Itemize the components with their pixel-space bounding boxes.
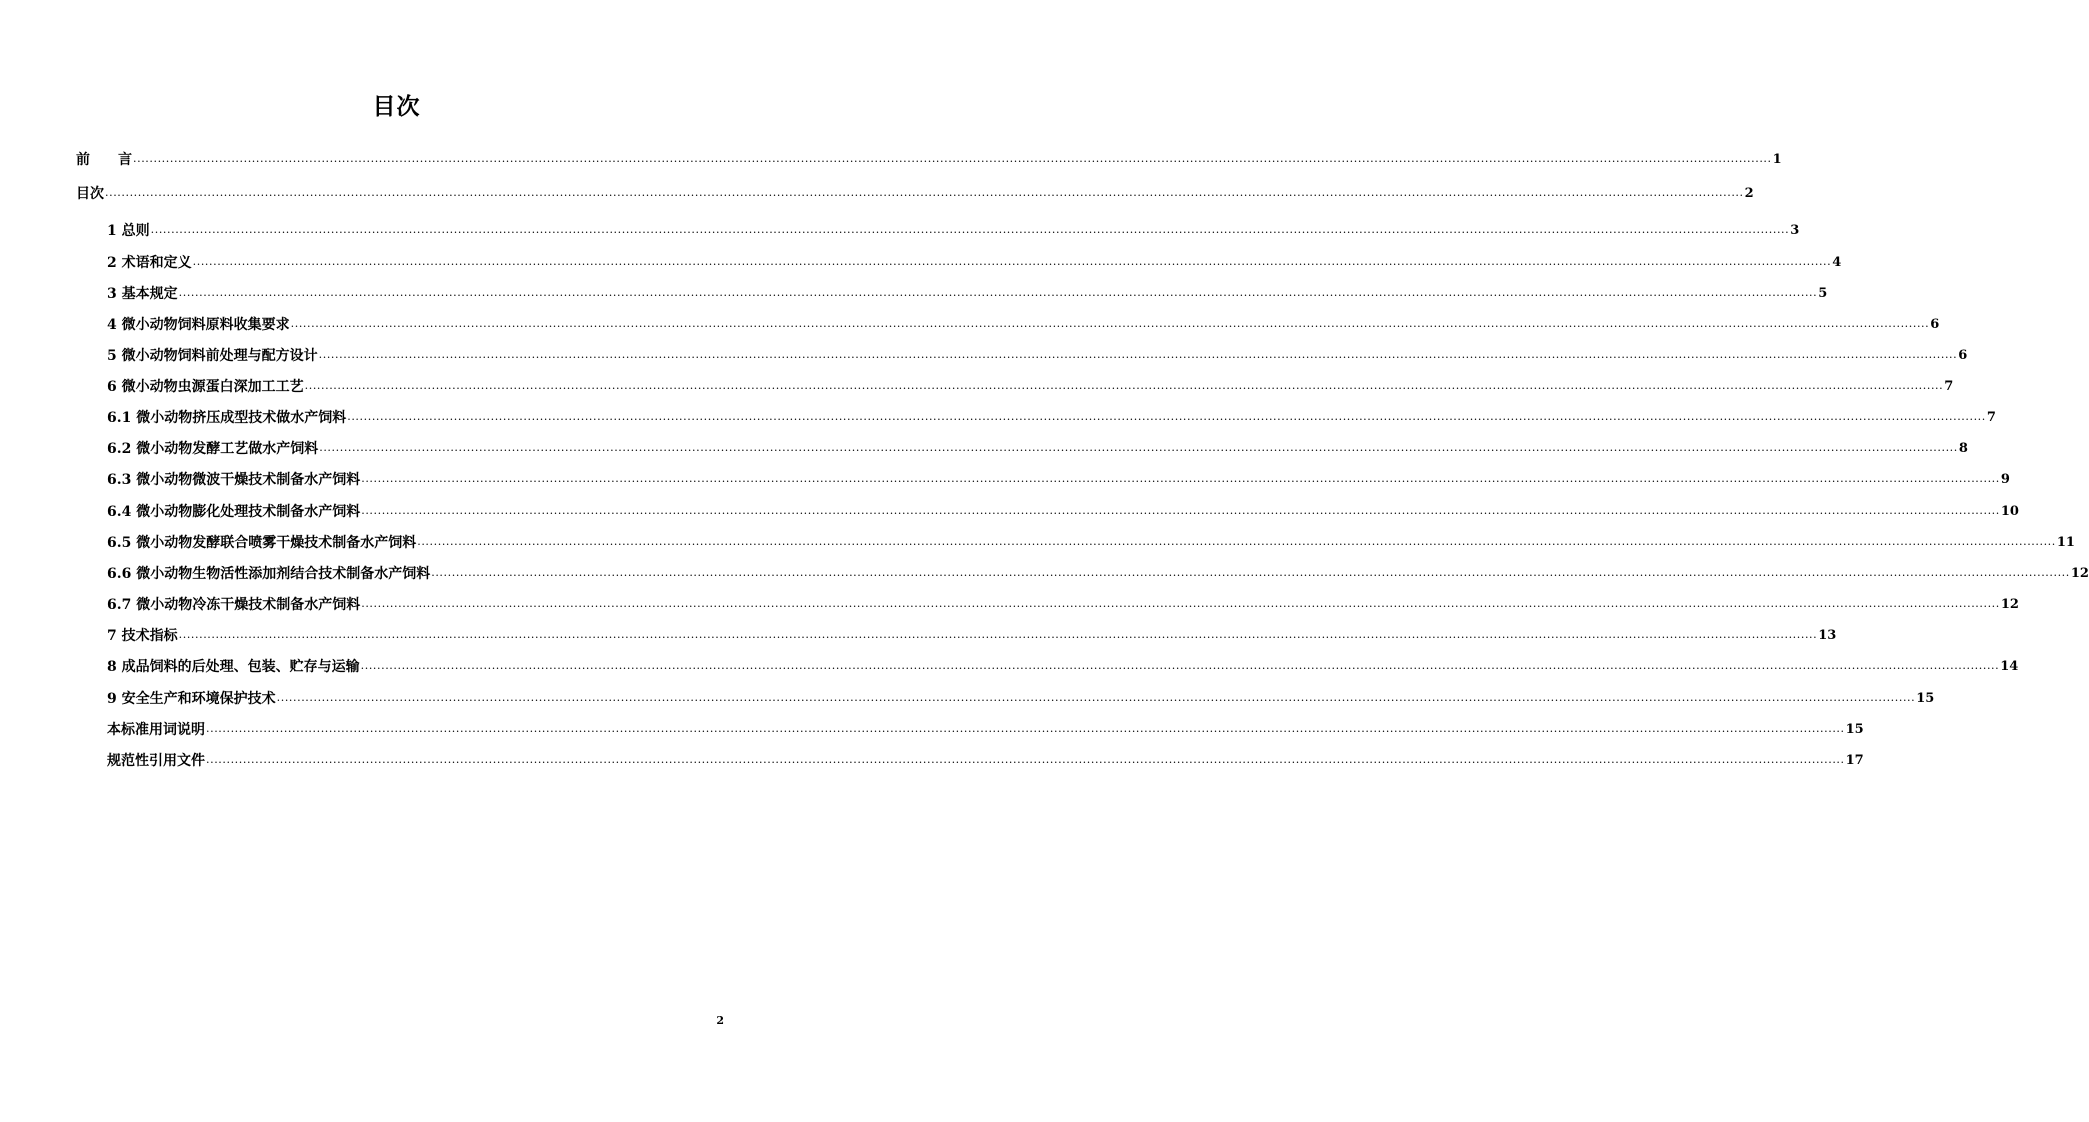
toc-entry[interactable] [107, 626, 1837, 646]
toc-entry-page: 13 [1818, 628, 1837, 643]
toc-entry-label: 6 微小动物虫源蛋白深加工工艺 [107, 379, 304, 395]
toc-entry-label: 目次 [76, 186, 104, 202]
toc-entry[interactable] [107, 720, 1864, 740]
toc-entry-page: 6 [1930, 317, 1940, 332]
toc-entry-page: 3 [1790, 223, 1800, 238]
toc-entry[interactable] [107, 377, 1954, 397]
toc-entry-label: 9 安全生产和环境保护技术 [107, 691, 276, 707]
toc-dot-leader: ................................................................................................................................................................................................................................................................................................................................................................................................................ [431, 566, 2070, 579]
toc-entry-page: 17 [1845, 753, 1864, 768]
toc-entry-page: 15 [1916, 691, 1935, 706]
toc-entry-label: 6.3 微小动物微波干燥技术制备水产饲料 [107, 472, 361, 488]
toc-dot-leader: ................................................................................................................................................................................................................................................................................................................................................................................................................ [360, 659, 2000, 672]
toc-dot-leader: ................................................................................................................................................................................................................................................................................................................................................................................................................ [105, 186, 1744, 199]
toc-dot-leader: ................................................................................................................................................................................................................................................................................................................................................................................................................ [206, 722, 1845, 735]
toc-entry-label: 前 言 [76, 152, 132, 168]
toc-entry[interactable] [107, 564, 2089, 584]
toc-entry[interactable] [107, 221, 1800, 241]
toc-entry-page: 7 [1986, 410, 1996, 425]
toc-entry-page: 11 [2056, 535, 2075, 550]
toc-entry[interactable] [107, 502, 2019, 522]
toc-entry-label: 7 技术指标 [107, 628, 178, 644]
toc-entry-label: 6.7 微小动物冷冻干燥技术制备水产饲料 [107, 597, 361, 613]
toc-entry-page: 7 [1944, 379, 1954, 394]
toc-entry[interactable] [76, 184, 1754, 204]
toc-entry-label: 5 微小动物饲料前处理与配方设计 [107, 348, 318, 364]
toc-entry[interactable] [107, 751, 1864, 771]
toc-entry-page: 8 [1958, 441, 1968, 456]
toc-entry[interactable] [107, 689, 1935, 709]
toc-entry-label: 本标准用词说明 [107, 722, 205, 738]
toc-entry-label: 4 微小动物饲料原料收集要求 [107, 317, 290, 333]
toc-entry[interactable] [107, 346, 1968, 366]
toc-entry[interactable] [107, 253, 1842, 273]
toc-entry[interactable] [76, 150, 1782, 170]
toc-dot-leader: ................................................................................................................................................................................................................................................................................................................................................................................................................ [347, 410, 1986, 423]
toc-dot-leader: ................................................................................................................................................................................................................................................................................................................................................................................................................ [361, 504, 2000, 517]
toc-entry-label: 6.1 微小动物挤压成型技术做水产饲料 [107, 410, 347, 426]
toc-entry-page: 12 [2070, 566, 2089, 581]
toc-entry-page: 2 [1744, 186, 1754, 201]
toc-entry-page: 15 [1845, 722, 1864, 737]
page-number: 2 [716, 1014, 724, 1027]
toc-entry-label: 1 总则 [107, 223, 150, 239]
toc-entry[interactable] [107, 533, 2075, 553]
toc-entry-label: 6.5 微小动物发酵联合喷雾干燥技术制备水产饲料 [107, 535, 417, 551]
toc-dot-leader: ................................................................................................................................................................................................................................................................................................................................................................................................................ [290, 317, 1930, 330]
toc-entry-label: 6.4 微小动物膨化处理技术制备水产饲料 [107, 504, 361, 520]
toc-dot-leader: ................................................................................................................................................................................................................................................................................................................................................................................................................ [276, 691, 1916, 704]
toc-dot-leader: ................................................................................................................................................................................................................................................................................................................................................................................................................ [150, 223, 1790, 236]
toc-dot-leader: ................................................................................................................................................................................................................................................................................................................................................................................................................ [319, 441, 1958, 454]
toc-entry[interactable] [107, 470, 2010, 490]
toc-entry[interactable] [107, 439, 1968, 459]
toc-dot-leader: ................................................................................................................................................................................................................................................................................................................................................................................................................ [178, 286, 1818, 299]
toc-dot-leader: ................................................................................................................................................................................................................................................................................................................................................................................................................ [206, 753, 1845, 766]
toc-entry-label: 2 术语和定义 [107, 255, 192, 271]
toc-entry[interactable] [107, 657, 2019, 677]
toc-dot-leader: ................................................................................................................................................................................................................................................................................................................................................................................................................ [178, 628, 1818, 641]
toc-entry-page: 4 [1832, 255, 1842, 270]
toc-entry-page: 6 [1958, 348, 1968, 363]
toc-entry[interactable] [107, 284, 1828, 304]
toc-dot-leader: ................................................................................................................................................................................................................................................................................................................................................................................................................ [417, 535, 2056, 548]
page-title: 目次 [372, 93, 421, 120]
toc-entry-label: 6.6 微小动物生物活性添加剂结合技术制备水产饲料 [107, 566, 431, 582]
toc-entry-page: 12 [2000, 597, 2019, 612]
toc-entry[interactable] [107, 315, 1940, 335]
toc-dot-leader: ................................................................................................................................................................................................................................................................................................................................................................................................................ [192, 255, 1832, 268]
toc-dot-leader: ................................................................................................................................................................................................................................................................................................................................................................................................................ [361, 472, 2000, 485]
toc-entry-label: 3 基本规定 [107, 286, 178, 302]
toc-entry-page: 1 [1772, 152, 1782, 167]
toc-entry-label: 8 成品饲料的后处理、包装、贮存与运输 [107, 659, 360, 675]
toc-entry-label: 规范性引用文件 [107, 753, 205, 769]
toc-dot-leader: ................................................................................................................................................................................................................................................................................................................................................................................................................ [133, 152, 1772, 165]
toc-entry-page: 9 [2000, 472, 2010, 487]
toc-entry-label: 6.2 微小动物发酵工艺做水产饲料 [107, 441, 319, 457]
toc-dot-leader: ................................................................................................................................................................................................................................................................................................................................................................................................................ [318, 348, 1958, 361]
toc-dot-leader: ................................................................................................................................................................................................................................................................................................................................................................................................................ [304, 379, 1944, 392]
toc-entry-page: 14 [2000, 659, 2019, 674]
toc-entry[interactable] [107, 595, 2019, 615]
toc-entry-page: 10 [2000, 504, 2019, 519]
toc-dot-leader: ................................................................................................................................................................................................................................................................................................................................................................................................................ [361, 597, 2000, 610]
toc-entry[interactable] [107, 408, 1996, 428]
toc-entry-page: 5 [1818, 286, 1828, 301]
